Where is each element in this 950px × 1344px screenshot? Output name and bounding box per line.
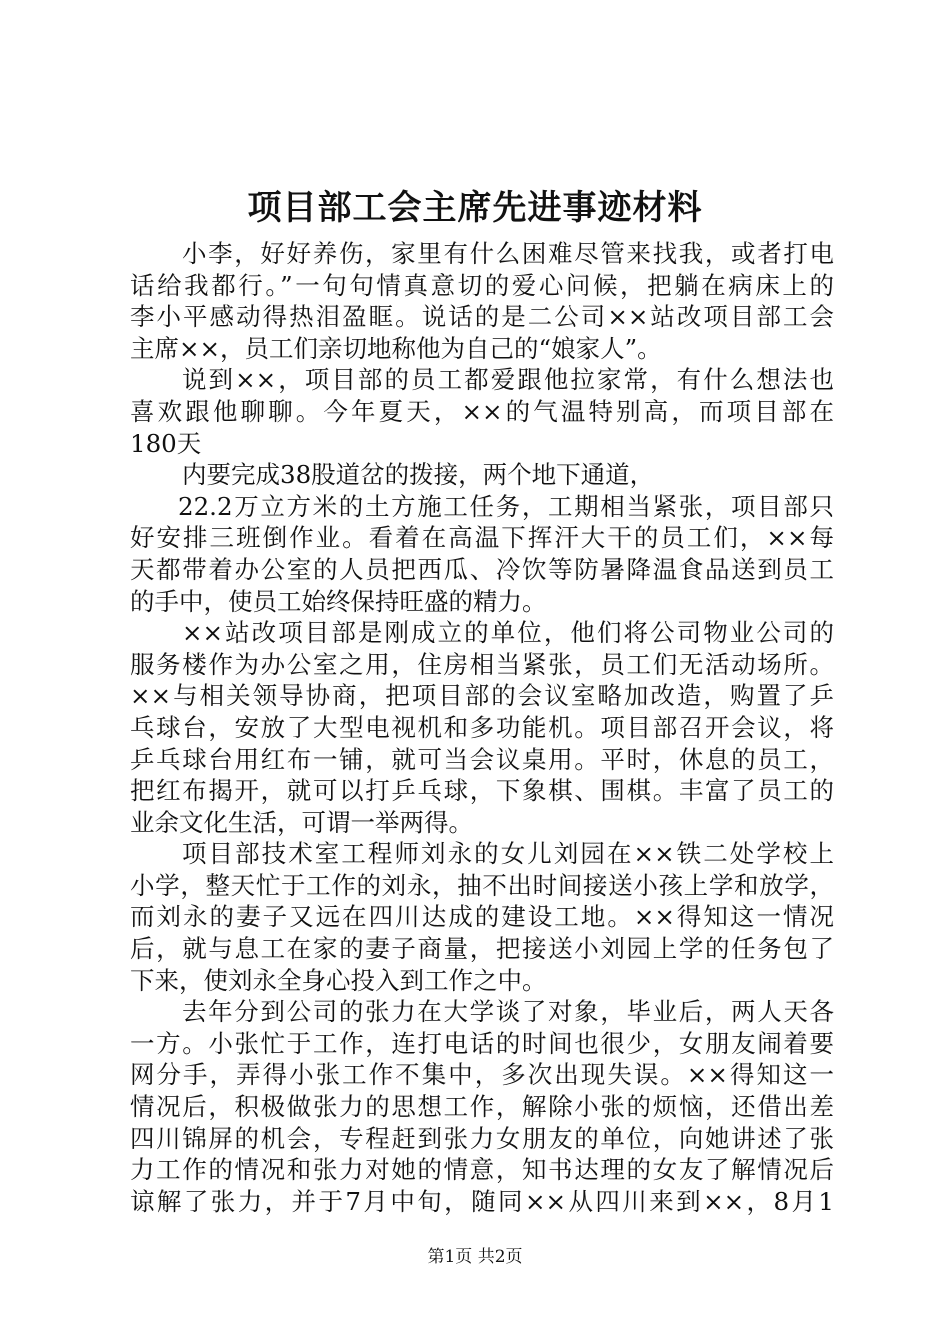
document-title: 项目部工会主席先进事迹材料	[247, 188, 703, 228]
text-line: 乒乓球台用红布一铺，就可当会议桌用。平时，休息的员工，	[130, 744, 834, 774]
page-footer: 第1页 共2页	[427, 1247, 523, 1267]
document-body	[130, 238, 834, 1217]
text-line: 项目部技术室工程师刘永的女儿刘园在××铁二处学校上	[182, 839, 834, 869]
text-line: 一方。小张忙于工作，连打电话的时间也很少，女朋友闹着要	[130, 1028, 834, 1058]
text-line: 天都带着办公室的人员把西瓜、冷饮等防暑降温食品送到员工	[130, 554, 834, 584]
text-line: 李小平感动得热泪盈眶。说话的是二公司××站改项目部工会	[130, 302, 834, 332]
text-line: 网分手，弄得小张工作不集中，多次出现失误。××得知这一	[130, 1060, 834, 1090]
text-line: 去年分到公司的张力在大学谈了对象，毕业后，两人天各	[182, 997, 834, 1027]
text-line: 小李，好好养伤，家里有什么困难尽管来找我，或者打电	[182, 239, 834, 268]
text-line: 好安排三班倒作业。看着在高温下挥汗大干的员工们，××每	[130, 523, 834, 553]
text-line: 乓球台，安放了大型电视机和多功能机。项目部召开会议，将	[130, 712, 834, 742]
text-line: 内要完成38股道岔的拨接，两个地下通道，	[182, 460, 655, 490]
text-line: 情况后，积极做张力的思想工作，解除小张的烦恼，还借出差	[130, 1092, 834, 1122]
text-line: 业余文化生活，可谓一举两得。	[130, 807, 473, 837]
text-line: 谅解了张力，并于7月中旬，随同××从四川来到××，8月1	[130, 1186, 834, 1216]
text-line: 下来，使刘永全身心投入到工作之中。	[130, 965, 547, 995]
text-line: 说到××，项目部的员工都爱跟他拉家常，有什么想法也	[182, 365, 834, 395]
text-line: 的手中，使员工始终保持旺盛的精力。	[130, 586, 547, 616]
text-line: ××站改项目部是刚成立的单位，他们将公司物业公司的	[182, 618, 834, 648]
text-line: ××与相关领导协商，把项目部的会议室略加改造，购置了乒	[130, 681, 834, 711]
text-line: 话给我都行。”一句句情真意切的爱心问候，把躺在病床上的	[130, 270, 834, 300]
text-line: 后，就与息工在家的妻子商量，把接送小刘园上学的任务包了	[130, 934, 834, 964]
text-line: 22.2万立方米的土方施工任务，工期相当紧张，项目部只	[178, 491, 834, 521]
text-line: 服务楼作为办公室之用，住房相当紧张，员工们无活动场所。	[130, 649, 834, 679]
text-line: 喜欢跟他聊聊。今年夏天，××的气温特别高，而项目部在	[130, 396, 834, 426]
text-line: 小学，整天忙于工作的刘永，抽不出时间接送小孩上学和放学，	[130, 870, 834, 900]
text-line: 主席××，员工们亲切地称他为自己的“娘家人”。	[130, 333, 662, 363]
text-line: 力工作的情况和张力对她的情意，知书达理的女友了解情况后	[130, 1155, 834, 1185]
text-line: 把红布揭开，就可以打乒乓球，下象棋、围棋。丰富了员工的	[130, 776, 834, 806]
text-line: 180天	[130, 428, 202, 458]
text-line: 四川锦屏的机会，专程赶到张力女朋友的单位，向她讲述了张	[130, 1123, 834, 1153]
text-line: 而刘永的妻子又远在四川达成的建设工地。××得知这一情况	[130, 902, 834, 932]
